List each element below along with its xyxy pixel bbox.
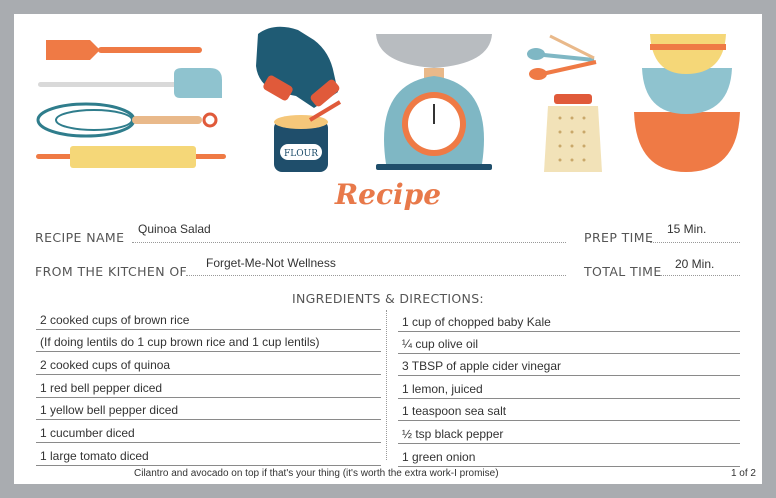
whisk-icon — [38, 104, 216, 136]
total-time-line — [660, 275, 740, 276]
illustration-strip — [14, 14, 762, 184]
spatula-icon — [46, 40, 202, 60]
list-item — [36, 352, 381, 375]
list-item — [36, 420, 381, 443]
flour-label: FLOUR — [284, 149, 318, 159]
column-divider — [386, 310, 387, 460]
ingredient-text: 1 green onion — [402, 450, 476, 464]
total-time-value: 20 Min. — [675, 257, 715, 271]
list-item — [36, 397, 381, 420]
recipe-name-label: RECIPE NAME — [35, 230, 125, 245]
grater-icon — [544, 94, 602, 172]
list-item — [36, 329, 381, 352]
ingredients-heading: INGREDIENTS & DIRECTIONS: — [292, 291, 484, 306]
footer-note: Cilantro and avocado on top if that's your thing (it's worth the extra work-I promise) — [134, 468, 499, 479]
ingredient-text: 1 red bell pepper diced — [40, 381, 163, 395]
ingredient-text: ¼ cup olive oil — [402, 337, 479, 351]
recipe-name-value: Quinoa Salad — [138, 222, 211, 236]
list-item — [36, 375, 381, 398]
prep-time-label: PREP TIME — [584, 230, 654, 245]
recipe-card — [14, 14, 762, 484]
kitchen-scale-icon — [376, 34, 492, 170]
ingredient-text: 1 large tomato diced — [40, 449, 149, 463]
list-item — [398, 331, 740, 354]
ingredient-text: 1 cup of chopped baby Kale — [402, 315, 551, 329]
ingredient-text: 1 lemon, juiced — [402, 382, 483, 396]
recipe-title: Recipe — [334, 178, 442, 211]
from-kitchen-line — [186, 275, 566, 276]
total-time-label: TOTAL TIME — [584, 264, 662, 279]
ingredient-text: 2 cooked cups of brown rice — [40, 313, 190, 327]
ingredient-text: (If doing lentils do 1 cup brown rice and 1 cup lentils) — [40, 335, 320, 349]
mixing-bowls-icon — [634, 34, 740, 172]
list-item — [398, 421, 740, 444]
prep-time-value: 15 Min. — [667, 222, 707, 236]
list-item — [398, 398, 740, 421]
ingredient-text: 1 teaspoon sea salt — [402, 404, 507, 418]
list-item — [36, 443, 381, 466]
page-number: 1 of 2 — [730, 468, 756, 479]
list-item — [398, 444, 740, 467]
flour-jar-icon — [274, 102, 340, 172]
list-item — [398, 309, 740, 332]
oven-mitt-icon — [256, 27, 341, 108]
list-item — [398, 353, 740, 376]
ingredient-text: 1 yellow bell pepper diced — [40, 403, 179, 417]
prep-time-line — [650, 242, 740, 243]
recipe-name-line — [132, 242, 566, 243]
measuring-spoons-icon — [527, 36, 596, 80]
from-kitchen-label: FROM THE KITCHEN OF — [35, 264, 188, 279]
list-item — [398, 376, 740, 399]
from-kitchen-value: Forget-Me-Not Wellness — [206, 256, 336, 270]
ingredient-text: ½ tsp black pepper — [402, 427, 504, 441]
spoon-icon — [38, 68, 222, 98]
ingredient-text: 2 cooked cups of quinoa — [40, 358, 171, 372]
rolling-pin-icon — [36, 146, 226, 168]
list-item — [36, 307, 381, 330]
ingredient-text: 3 TBSP of apple cider vinegar — [402, 359, 561, 373]
ingredient-text: 1 cucumber diced — [40, 426, 135, 440]
